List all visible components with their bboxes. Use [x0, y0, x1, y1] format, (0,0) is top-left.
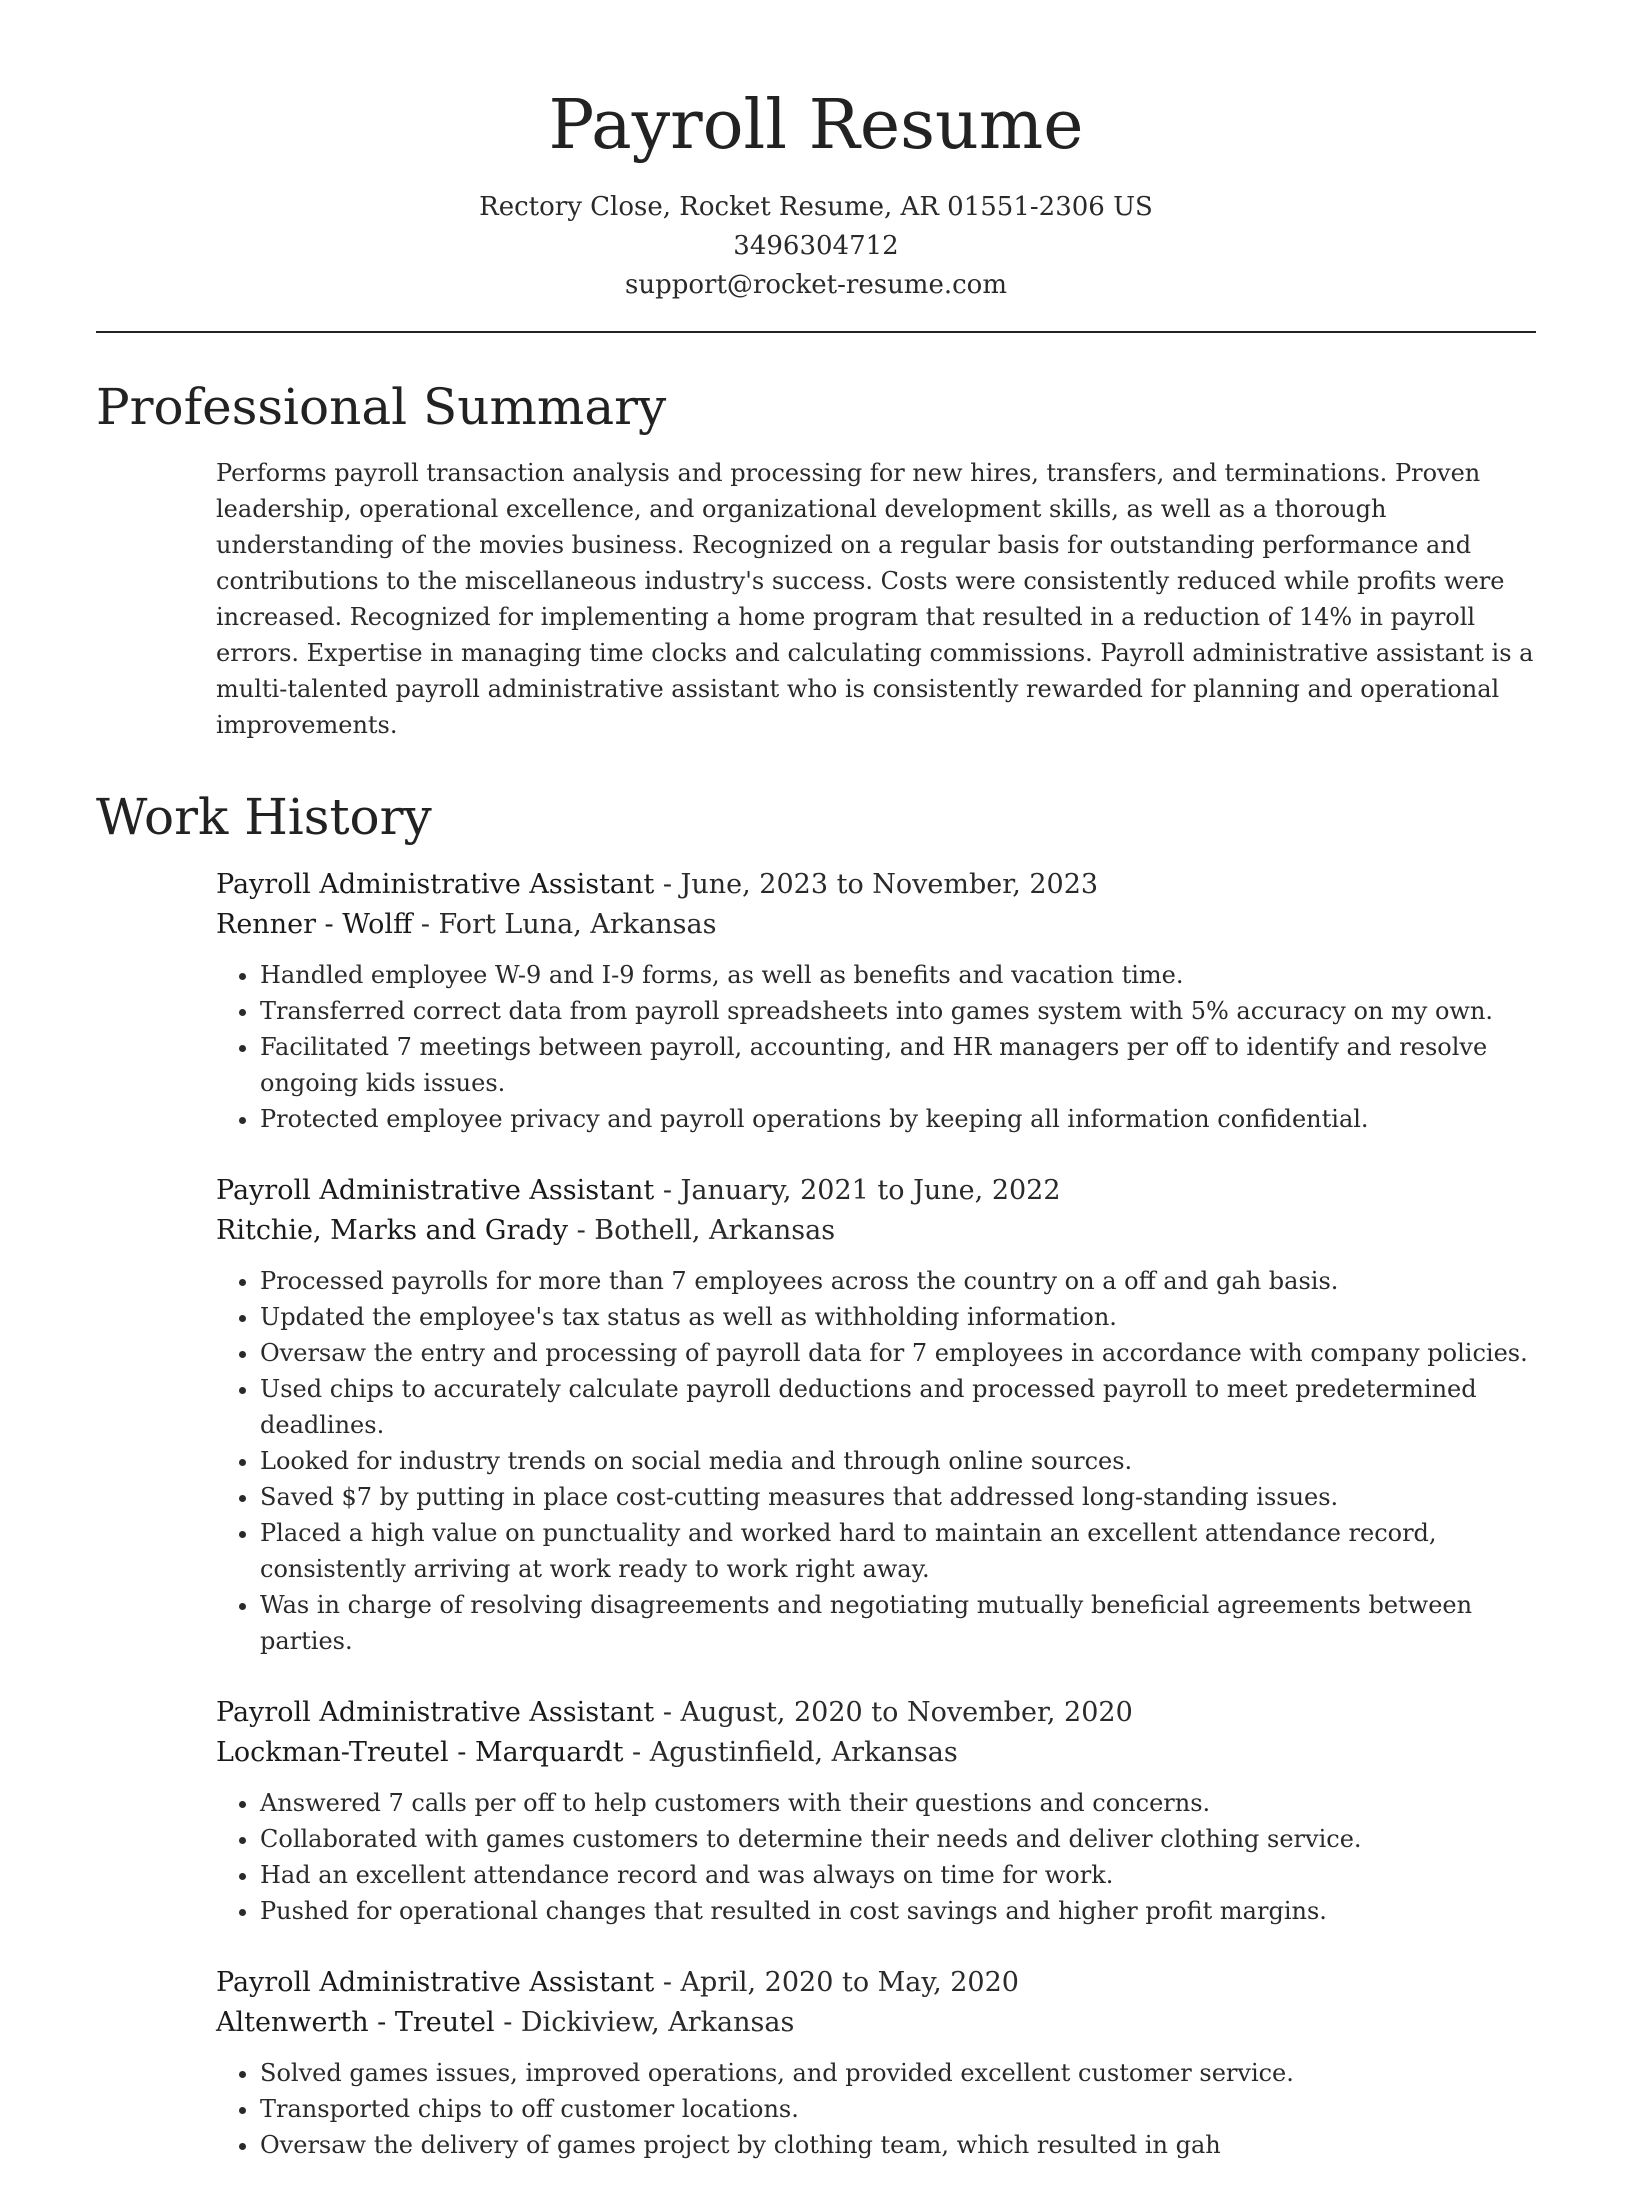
job-bullet-list [216, 1263, 1536, 1659]
job-bullet: • Transferred correct data from payroll spreadsheets into games system with 5% accuracy on my own. [260, 993, 1536, 1029]
job-bullet: • Transported chips to off customer locations. [260, 2091, 1536, 2127]
job-dates: - August, 2020 to November, 2020 [654, 1697, 1133, 1728]
job-company: Altenwerth - Treutel [216, 2007, 495, 2038]
job-title: Payroll Administrative Assistant [216, 1175, 655, 1206]
contact-phone: 3496304712 [733, 231, 899, 261]
job-location: - Bothell, Arkansas [568, 1215, 836, 1246]
job-entry [216, 1693, 1536, 1929]
job-bullet: • Pushed for operational changes that resulted in cost savings and higher profit margins. [260, 1893, 1536, 1929]
job-dates: - January, 2021 to June, 2022 [654, 1175, 1061, 1206]
job-bullet: • Looked for industry trends on social media and through online sources. [260, 1443, 1536, 1479]
job-title-line [216, 1963, 1536, 2003]
job-location: - Dickiview, Arkansas [494, 2007, 795, 2038]
job-company-line [216, 1733, 1536, 1773]
contact-email: support@rocket-resume.com [624, 270, 1007, 300]
job-bullet: • Facilitated 7 meetings between payroll, accounting, and HR managers per off to identify and resolve ongoing kids issues. [260, 1029, 1536, 1101]
contact-address: Rectory Close, Rocket Resume, AR 01551-2306 US [479, 192, 1153, 222]
job-bullet: • Processed payrolls for more than 7 employees across the country on a off and gah basis. [260, 1263, 1536, 1299]
job-bullet: • Oversaw the entry and processing of payroll data for 7 employees in accordance with company policies. [260, 1335, 1536, 1371]
job-title-line [216, 1171, 1536, 1211]
job-entry [216, 1171, 1536, 1659]
job-dates: - April, 2020 to May, 2020 [654, 1967, 1019, 1998]
job-location: - Agustinfield, Arkansas [623, 1737, 958, 1768]
professional-summary-section [96, 377, 1536, 743]
job-bullet-list [216, 2055, 1536, 2163]
work-history-heading: Work History [96, 788, 432, 846]
job-bullet: • Updated the employee's tax status as well as withholding information. [260, 1299, 1536, 1335]
work-history-section [96, 787, 1536, 2163]
job-company: Ritchie, Marks and Grady [216, 1215, 569, 1246]
resume-page [96, 0, 1536, 2197]
job-company-line [216, 2003, 1536, 2043]
job-location: - Fort Luna, Arkansas [412, 909, 717, 940]
job-bullet: • Oversaw the delivery of games project by clothing team, which resulted in gah [260, 2127, 1536, 2163]
job-title: Payroll Administrative Assistant [216, 869, 655, 900]
job-dates: - June, 2023 to November, 2023 [654, 869, 1099, 900]
job-title-line [216, 865, 1536, 905]
professional-summary-body [216, 455, 1536, 743]
job-company-line [216, 1211, 1536, 1251]
professional-summary-text: Performs payroll transaction analysis and processing for new hires, transfers, and terminations. Proven leadership, operational excellence, and organizational development skills, as well as a thorough understanding of the movies business. Recognized on a regular basis for outstanding performance and contributions to the miscellaneous industry's success. Costs were consistently reduced while profits were increased. Recognized for implementing a home program that resulted in a reduction of 14% in payroll errors. Expertise in managing time clocks and calculating commissions. Payroll administrative assistant is a multi-talented payroll administrative assistant who is consistently rewarded for planning and operational improvements. [216, 459, 1534, 739]
job-bullet-list [216, 1785, 1536, 1929]
job-bullet: • Protected employee privacy and payroll operations by keeping all information confidential. [260, 1101, 1536, 1137]
job-bullet: • Saved $7 by putting in place cost-cutting measures that addressed long-standing issues. [260, 1479, 1536, 1515]
job-bullet: • Collaborated with games customers to determine their needs and deliver clothing service. [260, 1821, 1536, 1857]
job-company-line [216, 905, 1536, 945]
resume-header [96, 0, 1536, 305]
job-title: Payroll Administrative Assistant [216, 1697, 655, 1728]
job-title: Payroll Administrative Assistant [216, 1967, 655, 1998]
job-entry [216, 865, 1536, 1137]
job-bullet: • Answered 7 calls per off to help customers with their questions and concerns. [260, 1785, 1536, 1821]
professional-summary-heading: Professional Summary [96, 378, 667, 436]
job-bullet: • Was in charge of resolving disagreements and negotiating mutually beneficial agreements between parties. [260, 1587, 1536, 1659]
job-bullet-list [216, 957, 1536, 1137]
job-bullet: • Placed a high value on punctuality and worked hard to maintain an excellent attendance record, consistently arriving at work ready to work right away. [260, 1515, 1536, 1587]
header-divider [96, 331, 1536, 333]
job-title-line [216, 1693, 1536, 1733]
contact-block [96, 188, 1536, 305]
resume-name: Payroll Resume [548, 86, 1084, 165]
job-entry [216, 1963, 1536, 2163]
job-company: Lockman-Treutel - Marquardt [216, 1737, 624, 1768]
job-bullet: • Solved games issues, improved operations, and provided excellent customer service. [260, 2055, 1536, 2091]
job-company: Renner - Wolff [216, 909, 413, 940]
job-bullet: • Handled employee W-9 and I-9 forms, as well as benefits and vacation time. [260, 957, 1536, 993]
job-bullet: • Had an excellent attendance record and was always on time for work. [260, 1857, 1536, 1893]
job-bullet: • Used chips to accurately calculate payroll deductions and processed payroll to meet predetermined deadlines. [260, 1371, 1536, 1443]
work-history-body [216, 865, 1536, 2163]
